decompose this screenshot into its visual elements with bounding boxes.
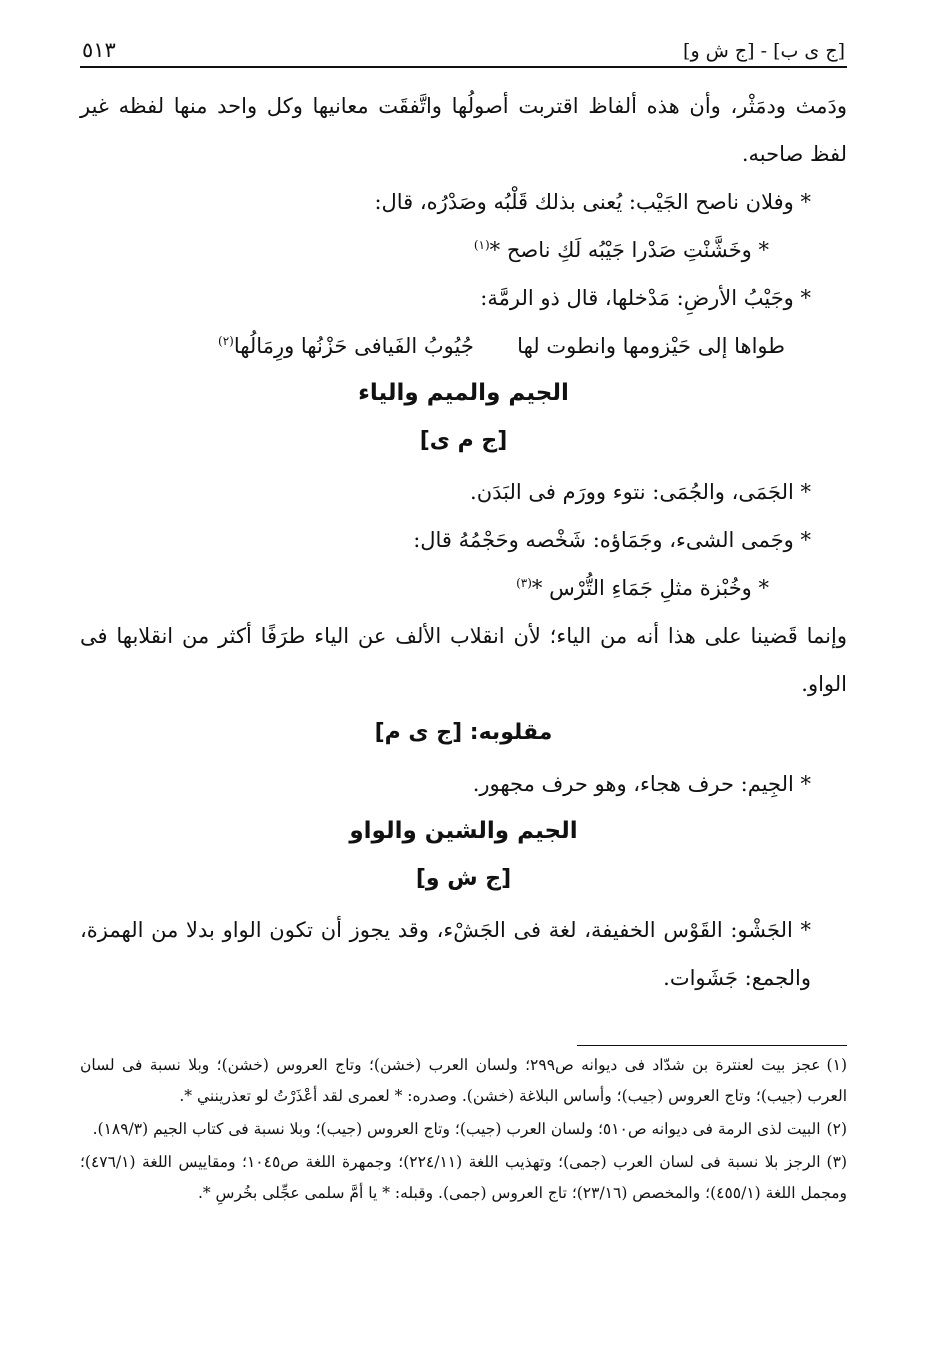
footnote-text: الرجز بلا نسبة فى لسان العرب (جمى)؛ وتهذيب اللغة (٢٢٤/١١)؛ وجمهرة اللغة ص١٠٤٥؛ ومقاييس اللغة (٤٧٦/١)؛ ومجمل اللغة (٤٥٥/١)؛ والمخصص (٢٣/١٦)؛ تاج العروس (جمى). وقبله: * يا أمَّ سلمى عجِّلى بخُرسِ *. (80, 1153, 847, 1202)
running-head-title: [ج ى ب] - [ج ش و] (683, 40, 845, 62)
inverted-root-heading: مقلوبه: [ج ى م] (374, 720, 553, 745)
paragraph: * الجِيم: حرف هجاء، وهو حرف مجهور. (472, 772, 811, 796)
footnote-marker: (١) (473, 238, 490, 252)
section-heading: الجيم والشين والواو (349, 818, 578, 844)
couplet-second-hemistich (218, 322, 474, 370)
section-heading: الجيم والميم والياء (358, 380, 569, 406)
paragraph: * وفلان ناصح الجَيْب: يُعنى بذلك قَلْبُه وصَدْرُه، قال: (374, 190, 811, 214)
footnote-number: (٢) (826, 1120, 847, 1138)
verse-line (80, 564, 847, 612)
footnote (80, 1147, 847, 1209)
paragraph: وإنما قَضينا على هذا أنه من الياء؛ لأن انقلاب الألف عن الياء طرَفًا أكثر من انقلابها فى الواو. (80, 624, 847, 696)
footnote-number: (٣) (826, 1153, 847, 1171)
paragraph: * الجَشْو: القَوْس الخفيفة، لغة فى الجَشْء، وقد يجوز أن تكون الواو بدلا من الهمزة، والجمع: جَشَوات. (80, 918, 811, 990)
paragraph: * الجَمَى، والجُمَى: نتوء وورَم فى البَدَن. (470, 480, 811, 504)
main-text (80, 82, 847, 1002)
paragraph: * وجَمى الشىء، وجَمَاؤه: شَخْصه وحَجْمُهُ قال: (413, 528, 811, 552)
footnote-text: عجز بيت لعنترة بن شدّاد فى ديوانه ص٢٩٩؛ ولسان العرب (خشن)؛ وتاج العروس (خشن)؛ وبلا نسبة فى لسان العرب (جيب)؛ وتاج العروس (جيب)؛ وأساس البلاغة (خشن). وصدره: * لعمرى لقد أعْذَرْتُ لو تعذرينني *. (80, 1056, 847, 1105)
footnote-marker: (٣) (516, 576, 532, 590)
verse-line (80, 226, 847, 274)
footnote-rule (577, 1045, 847, 1046)
verse-text: * وخَشَّنْتِ صَدْرا جَيْبُه لَكِ ناصح * (489, 238, 769, 262)
poetry-couplet (80, 322, 847, 370)
paragraph: ودَمث ودمَثْر، وأن هذه ألفاظ اقتربت أصولُها واتَّفقَت معانيها وكل واحد منها لفظه غير لفظ صاحبه. (80, 94, 847, 166)
footnote-text: البيت لذى الرمة فى ديوانه ص٥١٠؛ ولسان العرب (جيب)؛ وتاج العروس (جيب)؛ وبلا نسبة فى كتاب الجيم (١٨٩/٣). (92, 1120, 821, 1138)
footnote-marker: (٢) (218, 334, 234, 348)
verse-text: * وخُبْزة مثلِ جَمَاءِ التُّرْس * (531, 576, 769, 600)
footnote (80, 1050, 847, 1112)
root-heading: [ج م ى] (419, 428, 508, 453)
footnote (80, 1114, 847, 1145)
footnote-number: (١) (826, 1056, 847, 1074)
paragraph: * وجَيْبُ الأرضِ: مَدْخلها، قال ذو الرمَّة: (480, 286, 811, 310)
header-rule (80, 66, 847, 68)
root-heading: [ج ش و] (415, 866, 512, 891)
couplet-second-text: جُيُوبُ الفَيافى حَزْنُها ورِمَالُها (233, 334, 474, 358)
footnotes (80, 1050, 847, 1211)
couplet-first-hemistich: طواها إلى حَيْزومها وانطوت لها (517, 334, 785, 358)
page-number: ٥١٣ (82, 38, 116, 62)
running-head (82, 28, 845, 62)
